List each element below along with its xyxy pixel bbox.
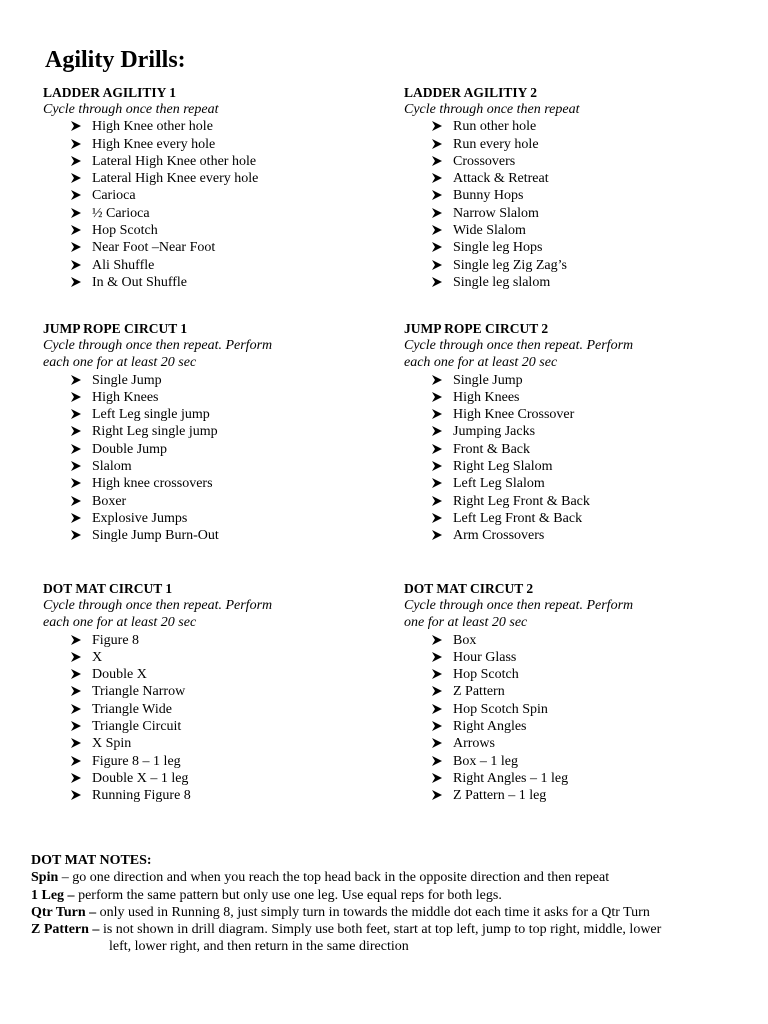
section-description-line: each one for at least 20 sec bbox=[43, 355, 197, 371]
drill-item-label: Hour Glass bbox=[453, 649, 517, 665]
drill-item bbox=[404, 753, 744, 770]
arrow-bullet-icon bbox=[71, 444, 81, 454]
drill-item-label: Z Pattern bbox=[453, 684, 505, 700]
section-ladder-agility-1 bbox=[43, 84, 383, 291]
arrow-bullet-icon bbox=[71, 461, 81, 471]
drill-item bbox=[404, 406, 744, 423]
arrow-bullet-icon bbox=[71, 139, 81, 149]
drill-item bbox=[43, 770, 383, 787]
drill-item bbox=[43, 666, 383, 683]
drill-item-label: ½ Carioca bbox=[92, 205, 150, 221]
drill-item-label: Right Leg Slalom bbox=[453, 459, 553, 475]
drill-item bbox=[404, 274, 744, 291]
arrow-bullet-icon bbox=[71, 409, 81, 419]
section-title: DOT MAT CIRCUT 2 bbox=[404, 581, 534, 596]
drill-item bbox=[404, 649, 744, 666]
note-text: is not shown in drill diagram. Simply use both feet, start at top left, jump to top right, middle, lower bbox=[99, 922, 662, 938]
drill-item bbox=[43, 441, 383, 458]
section-description-line: Cycle through once then repeat. Perform bbox=[404, 598, 634, 613]
arrow-bullet-icon bbox=[432, 173, 442, 183]
arrow-bullet-icon bbox=[432, 409, 442, 419]
arrow-bullet-icon bbox=[71, 773, 81, 783]
arrow-bullet-icon bbox=[71, 277, 81, 287]
drill-item bbox=[404, 389, 744, 406]
drill-item-label: Z Pattern – 1 leg bbox=[453, 788, 547, 804]
note-text: perform the same pattern but only use one leg. Use equal reps for both legs. bbox=[74, 887, 502, 903]
drill-item-label: Single Jump Burn-Out bbox=[92, 528, 219, 544]
section-description bbox=[43, 101, 383, 118]
drill-item bbox=[43, 257, 383, 274]
section-description-line: Cycle through once then repeat. Perform bbox=[43, 598, 273, 613]
drill-item-label: Right Angles bbox=[453, 719, 527, 735]
note-term: 1 Leg – bbox=[31, 887, 75, 903]
arrow-bullet-icon bbox=[71, 478, 81, 488]
arrow-bullet-icon bbox=[432, 686, 442, 696]
drill-item-label: Run every hole bbox=[453, 136, 539, 152]
drill-item bbox=[404, 205, 744, 222]
drill-item bbox=[404, 510, 744, 527]
arrow-bullet-icon bbox=[432, 530, 442, 540]
drill-item-label: High knee crossovers bbox=[92, 476, 213, 492]
drill-item-label: High Knees bbox=[453, 389, 520, 405]
drill-item bbox=[404, 493, 744, 510]
drill-item-label: Arrows bbox=[453, 736, 495, 752]
arrow-bullet-icon bbox=[71, 392, 81, 402]
drill-item-label: High Knees bbox=[92, 389, 159, 405]
arrow-bullet-icon bbox=[71, 208, 81, 218]
drill-item bbox=[404, 239, 744, 256]
arrow-bullet-icon bbox=[71, 242, 81, 252]
drill-item bbox=[43, 510, 383, 527]
arrow-bullet-icon bbox=[432, 139, 442, 149]
drill-list bbox=[43, 118, 383, 291]
arrow-bullet-icon bbox=[71, 686, 81, 696]
drill-item-label: Ali Shuffle bbox=[92, 257, 155, 273]
drill-item-label: Jumping Jacks bbox=[453, 424, 536, 440]
drill-item bbox=[404, 683, 744, 700]
drill-item-label: Double X bbox=[92, 667, 147, 683]
drill-item bbox=[404, 632, 744, 649]
drill-item bbox=[404, 441, 744, 458]
drill-item bbox=[404, 735, 744, 752]
drill-item-label: Hop Scotch bbox=[92, 223, 158, 239]
arrow-bullet-icon bbox=[71, 496, 81, 506]
drill-item bbox=[404, 257, 744, 274]
arrow-bullet-icon bbox=[432, 277, 442, 287]
section-title: LADDER AGILITIY 2 bbox=[404, 85, 538, 100]
drill-item bbox=[404, 118, 744, 135]
drill-item bbox=[404, 787, 744, 804]
arrow-bullet-icon bbox=[432, 790, 442, 800]
drill-item bbox=[43, 527, 383, 544]
drill-item-label: Wide Slalom bbox=[453, 223, 526, 239]
arrow-bullet-icon bbox=[71, 756, 81, 766]
arrow-bullet-icon bbox=[71, 738, 81, 748]
drill-item-label: Single leg slalom bbox=[453, 274, 551, 290]
drill-item-label: Single leg Zig Zag’s bbox=[453, 257, 567, 273]
note-text: only used in Running 8, just simply turn in towards the middle dot each time it asks for a Qtr Turn bbox=[96, 904, 650, 920]
arrow-bullet-icon bbox=[432, 121, 442, 131]
arrow-bullet-icon bbox=[71, 156, 81, 166]
drill-item bbox=[43, 153, 383, 170]
drill-item bbox=[43, 239, 383, 256]
arrow-bullet-icon bbox=[432, 704, 442, 714]
arrow-bullet-icon bbox=[432, 756, 442, 766]
drill-item bbox=[43, 683, 383, 700]
arrow-bullet-icon bbox=[432, 208, 442, 218]
drill-item-label: Left Leg Slalom bbox=[453, 476, 545, 492]
drill-list bbox=[404, 118, 744, 291]
drill-item bbox=[43, 170, 383, 187]
drill-item-label: Triangle Circuit bbox=[92, 719, 182, 735]
drill-item bbox=[404, 136, 744, 153]
drill-item-label: Front & Back bbox=[453, 441, 530, 457]
drill-list bbox=[404, 372, 744, 545]
drill-item-label: Left Leg single jump bbox=[92, 407, 210, 423]
section-title: JUMP ROPE CIRCUT 1 bbox=[43, 321, 188, 336]
drill-item-label: Lateral High Knee every hole bbox=[92, 171, 259, 187]
arrow-bullet-icon bbox=[432, 652, 442, 662]
section-description-line: Cycle through once then repeat. Perform bbox=[404, 338, 634, 353]
dot-mat-notes bbox=[31, 852, 731, 956]
arrow-bullet-icon bbox=[432, 496, 442, 506]
arrow-bullet-icon bbox=[432, 375, 442, 385]
note-z-pattern-continued: left, lower right, and then return in the same direction bbox=[109, 939, 409, 955]
drill-item-label: Running Figure 8 bbox=[92, 788, 191, 804]
drill-item-label: Near Foot –Near Foot bbox=[92, 240, 216, 256]
drill-item-label: Box bbox=[453, 632, 477, 648]
drill-item-label: Bunny Hops bbox=[453, 188, 524, 204]
arrow-bullet-icon bbox=[432, 225, 442, 235]
section-description bbox=[43, 337, 383, 372]
arrow-bullet-icon bbox=[71, 260, 81, 270]
note-term: Spin bbox=[31, 870, 59, 886]
arrow-bullet-icon bbox=[432, 461, 442, 471]
arrow-bullet-icon bbox=[432, 426, 442, 436]
arrow-bullet-icon bbox=[71, 225, 81, 235]
drill-item-label: Explosive Jumps bbox=[92, 510, 188, 526]
arrow-bullet-icon bbox=[432, 738, 442, 748]
drill-item-label: High Knee other hole bbox=[92, 119, 213, 135]
arrow-bullet-icon bbox=[71, 669, 81, 679]
drill-item-label: Box – 1 leg bbox=[453, 753, 518, 769]
section-jump-rope-circuit-1 bbox=[43, 320, 383, 545]
drill-item bbox=[43, 136, 383, 153]
section-description-line: Cycle through once then repeat. Perform bbox=[43, 338, 273, 353]
section-description-line: Cycle through once then repeat bbox=[43, 102, 219, 117]
drill-item bbox=[43, 787, 383, 804]
drill-item bbox=[43, 222, 383, 239]
drill-item-label: X Spin bbox=[92, 736, 132, 752]
note-qtr-turn bbox=[31, 904, 731, 921]
drill-item bbox=[404, 170, 744, 187]
drill-item-label: Double X – 1 leg bbox=[92, 770, 189, 786]
section-title: DOT MAT CIRCUT 1 bbox=[43, 581, 173, 596]
drill-item bbox=[43, 205, 383, 222]
arrow-bullet-icon bbox=[71, 375, 81, 385]
drill-item bbox=[43, 458, 383, 475]
arrow-bullet-icon bbox=[71, 530, 81, 540]
section-title: JUMP ROPE CIRCUT 2 bbox=[404, 321, 549, 336]
drill-item-label: Narrow Slalom bbox=[453, 205, 539, 221]
arrow-bullet-icon bbox=[432, 513, 442, 523]
arrow-bullet-icon bbox=[71, 121, 81, 131]
arrow-bullet-icon bbox=[432, 156, 442, 166]
section-dot-mat-circuit-1 bbox=[43, 580, 383, 805]
page-title: Agility Drills: bbox=[45, 47, 186, 73]
drill-item-label: Figure 8 – 1 leg bbox=[92, 753, 181, 769]
drill-item bbox=[43, 423, 383, 440]
arrow-bullet-icon bbox=[432, 478, 442, 488]
drill-item bbox=[404, 701, 744, 718]
drill-item-label: Single Jump bbox=[453, 372, 523, 388]
arrow-bullet-icon bbox=[432, 444, 442, 454]
drill-item bbox=[404, 423, 744, 440]
section-description bbox=[404, 101, 744, 118]
drill-item bbox=[43, 701, 383, 718]
drill-item bbox=[43, 493, 383, 510]
drill-item-label: X bbox=[92, 649, 103, 665]
drill-item-label: Hop Scotch Spin bbox=[453, 701, 548, 717]
drill-item-label: Double Jump bbox=[92, 441, 168, 457]
drill-item-label: Carioca bbox=[92, 188, 136, 204]
arrow-bullet-icon bbox=[432, 635, 442, 645]
drill-list bbox=[43, 632, 383, 805]
drill-item-label: Lateral High Knee other hole bbox=[92, 153, 257, 169]
drill-item-label: High Knee every hole bbox=[92, 136, 216, 152]
drill-item-label: Figure 8 bbox=[92, 632, 140, 648]
drill-item-label: Left Leg Front & Back bbox=[453, 510, 583, 526]
drill-item bbox=[43, 372, 383, 389]
drill-item bbox=[43, 649, 383, 666]
drill-item-label: Arm Crossovers bbox=[453, 528, 545, 544]
section-description-line: each one for at least 20 sec bbox=[43, 615, 197, 631]
section-description bbox=[404, 597, 744, 632]
section-description-line: one for at least 20 sec bbox=[404, 615, 528, 631]
section-description bbox=[404, 337, 744, 372]
drill-item-label: Right Angles – 1 leg bbox=[453, 770, 569, 786]
drill-item bbox=[404, 527, 744, 544]
arrow-bullet-icon bbox=[71, 173, 81, 183]
drill-item-label: In & Out Shuffle bbox=[92, 274, 188, 290]
drill-item-label: Crossovers bbox=[453, 153, 516, 169]
drill-list bbox=[43, 372, 383, 545]
drill-item bbox=[404, 153, 744, 170]
drill-item bbox=[43, 753, 383, 770]
drill-item-label: Slalom bbox=[92, 459, 132, 475]
arrow-bullet-icon bbox=[432, 669, 442, 679]
note-z-pattern bbox=[31, 921, 731, 938]
arrow-bullet-icon bbox=[432, 773, 442, 783]
drill-item bbox=[404, 770, 744, 787]
drill-item-label: Single leg Hops bbox=[453, 240, 543, 256]
arrow-bullet-icon bbox=[432, 260, 442, 270]
arrow-bullet-icon bbox=[71, 513, 81, 523]
drill-item bbox=[43, 632, 383, 649]
note-term: Qtr Turn – bbox=[31, 904, 97, 920]
section-dot-mat-circuit-2 bbox=[404, 580, 744, 805]
drill-item bbox=[43, 718, 383, 735]
arrow-bullet-icon bbox=[71, 426, 81, 436]
drill-item-label: Right Leg single jump bbox=[92, 424, 218, 440]
drill-item bbox=[404, 718, 744, 735]
drill-item bbox=[404, 222, 744, 239]
arrow-bullet-icon bbox=[432, 190, 442, 200]
arrow-bullet-icon bbox=[71, 704, 81, 714]
arrow-bullet-icon bbox=[71, 635, 81, 645]
drill-item bbox=[404, 458, 744, 475]
drill-item bbox=[43, 475, 383, 492]
section-title: LADDER AGILITIY 1 bbox=[43, 85, 177, 100]
arrow-bullet-icon bbox=[71, 721, 81, 731]
notes-title: DOT MAT NOTES: bbox=[31, 853, 152, 868]
drill-item bbox=[43, 274, 383, 291]
note-term: Z Pattern – bbox=[31, 922, 100, 938]
note-one-leg bbox=[31, 887, 731, 904]
drill-item bbox=[404, 666, 744, 683]
drill-item-label: Right Leg Front & Back bbox=[453, 493, 590, 509]
arrow-bullet-icon bbox=[432, 392, 442, 402]
drill-item-label: Run other hole bbox=[453, 119, 537, 135]
arrow-bullet-icon bbox=[71, 652, 81, 662]
drill-item bbox=[43, 118, 383, 135]
section-description-line: each one for at least 20 sec bbox=[404, 355, 558, 371]
drill-item-label: Single Jump bbox=[92, 372, 162, 388]
arrow-bullet-icon bbox=[432, 721, 442, 731]
drill-item-label: Triangle Narrow bbox=[92, 684, 186, 700]
drill-item-label: Boxer bbox=[92, 493, 127, 509]
arrow-bullet-icon bbox=[71, 190, 81, 200]
drill-item bbox=[404, 475, 744, 492]
drill-item-label: Hop Scotch bbox=[453, 667, 519, 683]
drill-item bbox=[43, 406, 383, 423]
section-jump-rope-circuit-2 bbox=[404, 320, 744, 545]
section-description-line: Cycle through once then repeat bbox=[404, 102, 580, 117]
note-spin bbox=[31, 869, 731, 886]
note-text: – go one direction and when you reach the top head back in the opposite direction and then repeat bbox=[58, 870, 610, 886]
arrow-bullet-icon bbox=[71, 790, 81, 800]
section-description bbox=[43, 597, 383, 632]
drill-item bbox=[43, 187, 383, 204]
drill-item bbox=[43, 389, 383, 406]
drill-item-label: High Knee Crossover bbox=[453, 407, 575, 423]
drill-item bbox=[404, 372, 744, 389]
drill-item bbox=[43, 735, 383, 752]
drill-list bbox=[404, 632, 744, 805]
arrow-bullet-icon bbox=[432, 242, 442, 252]
drill-item-label: Attack & Retreat bbox=[453, 171, 549, 187]
drill-item bbox=[404, 187, 744, 204]
section-ladder-agility-2 bbox=[404, 84, 744, 291]
drill-item-label: Triangle Wide bbox=[92, 701, 172, 717]
